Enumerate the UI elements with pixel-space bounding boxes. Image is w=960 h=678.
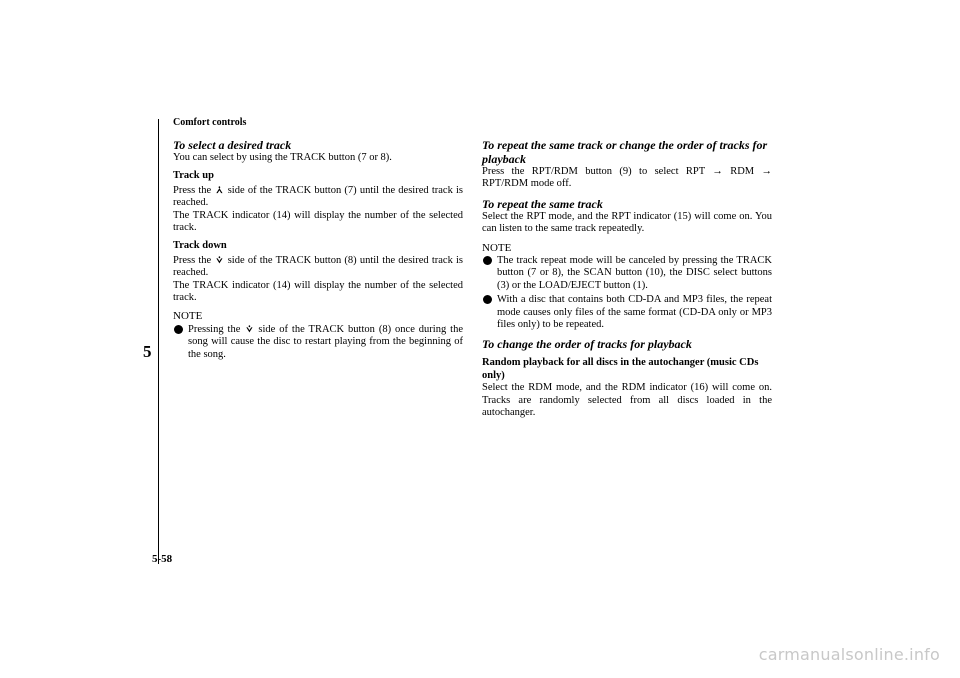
track-down-heading: Track down — [173, 240, 227, 252]
note-item — [482, 294, 772, 331]
note-list — [482, 255, 772, 331]
track-up-text — [173, 185, 463, 210]
bullet-icon — [174, 325, 183, 334]
chapter-number: 5 — [143, 342, 152, 361]
note-text: With a disc that contains both CD-DA and MP3 files, the repeat mode causes only files of the same format (CD-DA only or MP3 files only) to be repeated. — [497, 294, 772, 331]
track-down-text-a: Press the — [173, 254, 212, 266]
select-track-title: To select a desired track — [173, 138, 292, 152]
note-text-a: Pressing the — [188, 323, 241, 335]
track-up-icon: ⩑ — [216, 184, 223, 196]
repeat-order-title: To repeat the same track or change the order of tracks for playback — [482, 138, 768, 166]
bullet-icon — [483, 295, 492, 304]
repeat-order-intro: Press the RPT/RDM button (9) to select RPT → RDM → RPT/RDM mode off. — [482, 166, 772, 190]
track-down-icon: ⩒ — [216, 254, 223, 266]
note-text: The track repeat mode will be canceled by pressing the TRACK button (7 or 8), the SCAN button (10), the DISC select buttons (3) or the LOAD/EJECT button (1). — [497, 255, 772, 291]
note-item — [173, 324, 463, 361]
note-label: NOTE — [482, 241, 512, 254]
repeat-track-text: Select the RPT mode, and the RPT indicator (15) will come on. You can listen to the same track repeatedly. — [482, 210, 772, 235]
track-down-indicator-text: The TRACK indicator (14) will display the number of the selected track. — [173, 279, 463, 304]
track-down-icon: ⩒ — [246, 323, 253, 335]
watermark: carmanualsonline.info — [758, 645, 940, 664]
track-up-heading: Track up — [173, 170, 214, 182]
track-up-text-b: side of the TRACK button (7) until the desired track is reached. — [173, 184, 464, 209]
random-playback-heading: Random playback for all discs in the autochanger (music CDs only) — [482, 357, 759, 381]
random-playback-text: Select the RDM mode, and the RDM indicator (16) will come on. Tracks are randomly selected from all discs loaded in the autochanger. — [482, 382, 772, 419]
bullet-icon — [483, 256, 492, 265]
left-column — [173, 138, 463, 363]
chapter-divider — [158, 119, 159, 564]
repeat-track-heading: To repeat the same track — [482, 196, 603, 211]
note-text — [188, 324, 463, 361]
section-header: Comfort controls — [173, 117, 247, 128]
note-list — [173, 324, 463, 361]
track-up-text-a: Press the — [173, 184, 212, 196]
select-track-intro: You can select by using the TRACK button (7 or 8). — [173, 152, 392, 163]
change-order-heading: To change the order of tracks for playback — [482, 337, 692, 352]
note-label: NOTE — [173, 310, 203, 323]
note-item — [482, 255, 772, 292]
track-up-indicator-text: The TRACK indicator (14) will display the number of the selected track. — [173, 209, 463, 234]
track-down-text — [173, 255, 463, 280]
page-number: 5-58 — [152, 553, 173, 565]
note-text-b: side of the TRACK button (8) once during the song will cause the disc to restart playing from the beginning of the song. — [188, 323, 464, 360]
track-down-text-b: side of the TRACK button (8) until the desired track is reached. — [173, 254, 464, 279]
right-column — [482, 138, 772, 420]
